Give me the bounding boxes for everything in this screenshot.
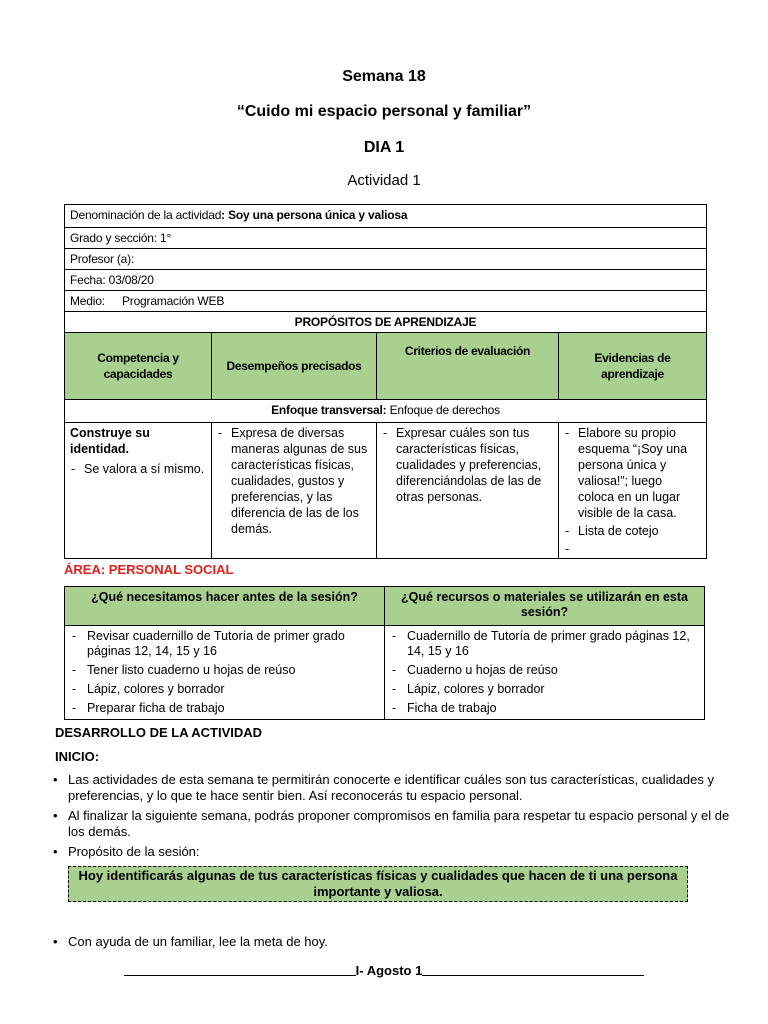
grade-row: Grado y sección: 1° (65, 228, 707, 249)
page-footer (0, 963, 768, 978)
list-item: - Tener listo cuaderno u hojas de reúso (71, 663, 378, 678)
list-item: • Propósito de la sesión: (52, 844, 732, 860)
start-heading: INICIO: (55, 749, 100, 764)
list-item: • Las actividades de esta semana te permitirán conocerte e identificar cuáles son tus características, cualidades y preferencias, y lo que te hace sentir bien. Así reconocerás tu espacio personal. (52, 772, 732, 804)
purposes-title: PROPÓSITOS DE APRENDIZAJE (65, 312, 707, 333)
footer-rule-left (124, 964, 356, 976)
activity-name-row (65, 205, 707, 228)
list-item: - Preparar ficha de trabajo (71, 701, 378, 716)
performance-item: - Expresa de diversas maneras algunas de sus características físicas, cualidades, gustos y preferencias, y las diferencia de las de los demás. (217, 425, 371, 537)
list-item: - Ficha de trabajo (391, 701, 698, 716)
activity-name-label: Denominación de la actividad (70, 208, 222, 222)
evidence-item: - Lista de cotejo (564, 523, 701, 539)
list-item: - Lápiz, colores y borrador (71, 682, 378, 697)
competence-title: Construye su identidad. (70, 426, 150, 456)
transversal-approach-row (65, 400, 707, 423)
before-session-cell (65, 626, 385, 720)
closing-bullets (52, 934, 732, 950)
session-goal-box: Hoy identificarás algunas de tus características físicas y cualidades que hacen de ti una persona importante y valiosa. (68, 866, 688, 902)
col-header-evidence: Evidencias de aprendizaje (559, 333, 707, 400)
list-item: • Al finalizar la siguiente semana, podrás proponer compromisos en familia para respetar tu espacio personal y el de los demás. (52, 808, 732, 840)
medium-label: Medio: (70, 294, 105, 308)
week-title: “Cuido mi espacio personal y familiar” (236, 103, 532, 120)
materials-header: ¿Qué recursos o materiales se utilizarán en esta sesión? (385, 587, 705, 626)
list-item: - Cuadernillo de Tutoría de primer grado páginas 12, 14, 15 y 16 (391, 629, 698, 659)
col-header-performance: Desempeños precisados (212, 333, 377, 400)
col-header-criteria: Criterios de evaluación (377, 333, 559, 400)
development-heading: DESARROLLO DE LA ACTIVIDAD (55, 725, 263, 740)
resources-table (64, 586, 705, 720)
activity-info-table (64, 204, 707, 559)
footer-rule-right (422, 964, 644, 976)
medium-value: Programación WEB (121, 294, 225, 308)
day-heading: DIA 1 (363, 139, 405, 156)
medium-row (65, 291, 707, 312)
intro-bullets (52, 772, 732, 860)
activity-heading: Actividad 1 (347, 172, 421, 189)
transversal-approach-label: Enfoque transversal: (271, 403, 387, 417)
performance-cell (212, 423, 377, 559)
list-item: - Lápiz, colores y borrador (391, 682, 698, 697)
week-heading: Semana 18 (342, 68, 426, 85)
list-item: • Con ayuda de un familiar, lee la meta de hoy. (52, 934, 732, 950)
materials-cell (385, 626, 705, 720)
list-item: - Revisar cuadernillo de Tutoría de primer grado páginas 12, 14, 15 y 16 (71, 629, 378, 659)
criteria-item: - Expresar cuáles son tus características físicas, cualidades y preferencias, diferenciándolas de las de otras personas. (382, 425, 553, 505)
competence-cell (65, 423, 212, 559)
transversal-approach-value: Enfoque de derechos (389, 403, 500, 417)
list-item: - Cuaderno u hojas de reúso (391, 663, 698, 678)
date-row: Fecha: 03/08/20 (65, 270, 707, 291)
activity-name-value: : Soy una persona única y valiosa (221, 208, 408, 222)
col-header-competence: Competencia y capacidades (65, 333, 212, 400)
before-session-header: ¿Qué necesitamos hacer antes de la sesión? (65, 587, 385, 626)
evidence-item: - Elabore su propio esquema “¡Soy una persona única y valiosa!”; luego coloca en un lugar visible de la casa. (564, 425, 701, 521)
evidence-cell (559, 423, 707, 559)
teacher-row: Profesor (a): (65, 249, 707, 270)
area-heading: ÁREA: PERSONAL SOCIAL (64, 562, 234, 577)
competence-item: - Se valora a sí mismo. (70, 461, 206, 477)
criteria-cell (377, 423, 559, 559)
footer-text: I- Agosto 1 (355, 963, 423, 978)
